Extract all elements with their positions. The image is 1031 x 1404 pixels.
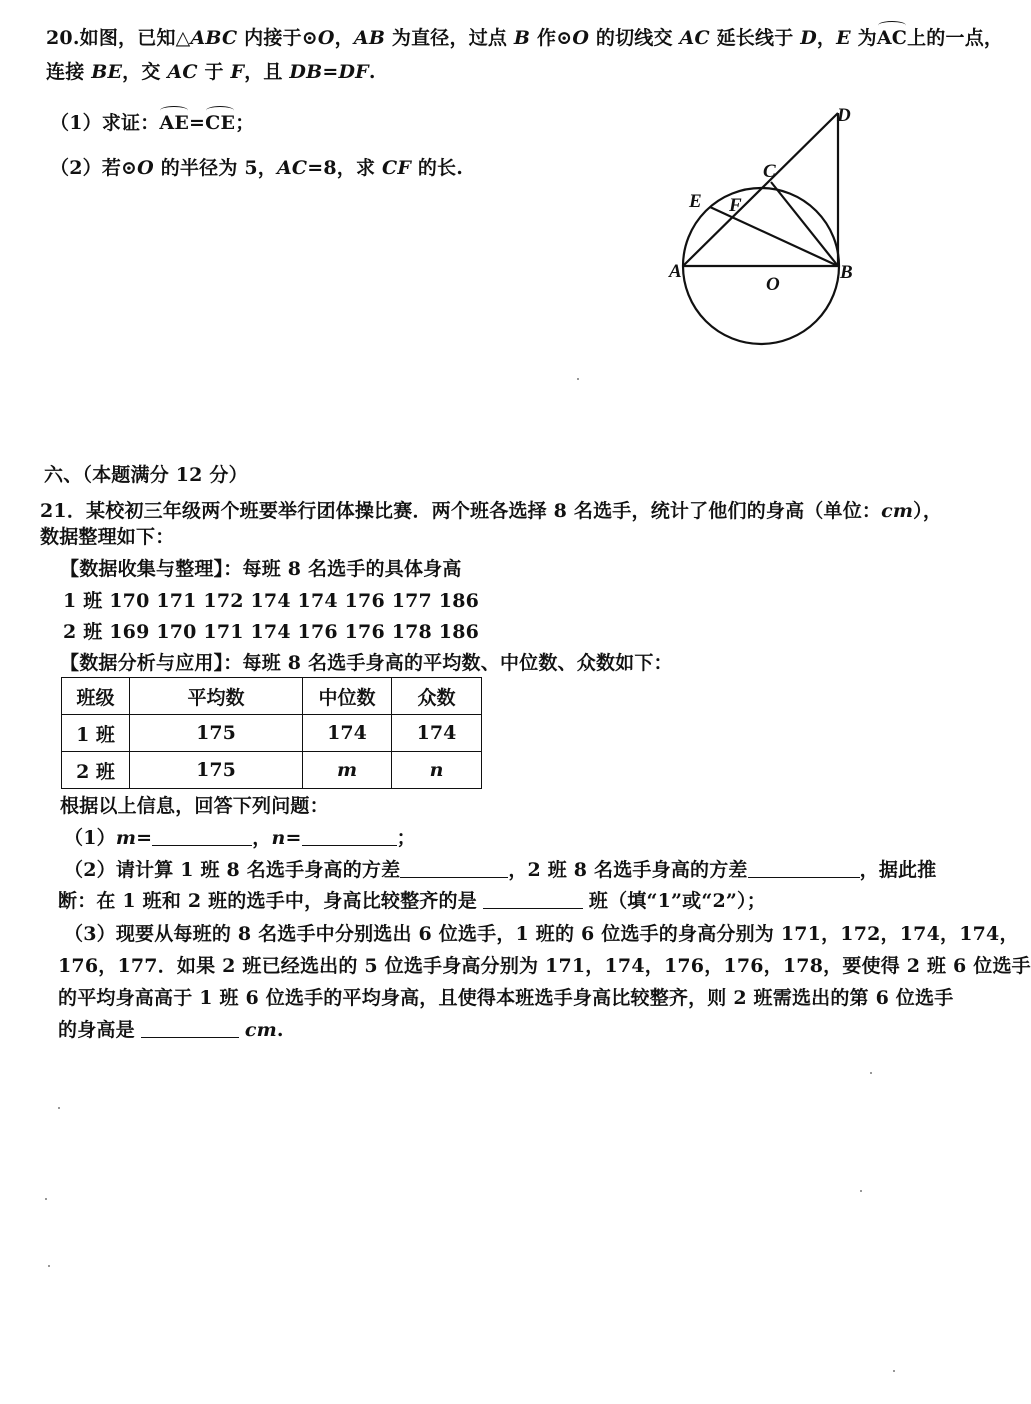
- q21-part1: （1）m= ，n= ；: [64, 827, 416, 849]
- q21-part3-line1: （3）现要从每班的 8 名选手中分别选出 6 位选手，1 班的 6 位选手的身高分别为 171，172，174，174，: [64, 923, 1019, 945]
- header-mode: 众数: [392, 678, 482, 715]
- label-f: F: [729, 195, 742, 216]
- cell-median: m: [303, 752, 392, 789]
- label-c: C: [763, 161, 776, 182]
- header-class: 班级: [62, 678, 130, 715]
- header-median: 中位数: [303, 678, 392, 715]
- scan-speck: [58, 1107, 60, 1109]
- scan-speck: [893, 1370, 895, 1372]
- arc-ce-symbol: CE: [205, 112, 236, 134]
- scan-speck: [870, 1072, 872, 1074]
- label-e: E: [689, 191, 702, 212]
- q21-stem-line1: 21．某校初三年级两个班要举行团体操比赛．两个班各选择 8 名选手，统计了他们的身高（单位：cm），: [40, 500, 943, 522]
- label-d: D: [837, 105, 851, 126]
- label-o: O: [766, 274, 780, 295]
- answer-blank-height[interactable]: [141, 1019, 239, 1038]
- q20-part2: （2）若⊙O 的半径为 5，AC=8，求 CF 的长.: [50, 157, 464, 179]
- cell-class: 1 班: [62, 715, 130, 752]
- table-header-row: [62, 678, 482, 715]
- label-a: A: [669, 261, 682, 282]
- cell-mode: 174: [392, 715, 482, 752]
- answer-blank-variance1[interactable]: [400, 859, 508, 878]
- q21-part2-line2: 断：在 1 班和 2 班的选手中，身高比较整齐的是 班（填“1”或“2”）；: [58, 890, 766, 912]
- stats-table: [61, 677, 482, 789]
- answer-blank-class[interactable]: [483, 890, 583, 909]
- q21-part3-line3: 的平均身高高于 1 班 6 位选手的平均身高，且使得本班选手身高比较整齐，则 2 班需选出的第 6 位选手: [58, 987, 954, 1009]
- header-mean: 平均数: [130, 678, 303, 715]
- cell-class: 2 班: [62, 752, 130, 789]
- q20-stem-line1: 20.如图，已知△ABC 内接于⊙O，AB 为直径，过点 B 作⊙O 的切线交 AC 延长线于 D，E 为AC上的一点，: [46, 27, 1004, 49]
- table-row: [62, 752, 482, 789]
- cell-mean: 175: [130, 752, 303, 789]
- geometry-figure: [665, 100, 865, 360]
- q21-class1-data: 1 班 170 171 172 174 174 176 177 186: [63, 590, 480, 612]
- q21-after-table: 根据以上信息，回答下列问题：: [60, 795, 329, 817]
- cell-median: 174: [303, 715, 392, 752]
- answer-blank-n[interactable]: [302, 827, 397, 846]
- section-6-heading: 六、（本题满分 12 分）: [44, 464, 248, 486]
- q21-analysis-heading: 【数据分析与应用】：每班 8 名选手身高的平均数、中位数、众数如下：: [60, 652, 673, 674]
- q21-part3-line4: 的身高是 cm.: [58, 1019, 284, 1041]
- scan-speck: [860, 1190, 862, 1192]
- scan-speck: [577, 378, 579, 380]
- cell-mode: n: [392, 752, 482, 789]
- arc-ae-symbol: AE: [159, 112, 190, 134]
- scan-speck: [48, 1265, 50, 1267]
- answer-blank-variance2[interactable]: [748, 859, 860, 878]
- scan-speck: [45, 1198, 47, 1200]
- q21-part3-line2: 176，177．如果 2 班已经选出的 5 位选手身高分别为 171，174，176，176，178，要使得 2 班 6 位选手: [58, 955, 1031, 977]
- cell-mean: 175: [130, 715, 303, 752]
- arc-ac-symbol: AC: [876, 27, 908, 49]
- q21-collect-heading: 【数据收集与整理】：每班 8 名选手的具体身高: [60, 558, 462, 580]
- answer-blank-m[interactable]: [152, 827, 252, 846]
- q20-stem-line2: 连接 BE，交 AC 于 F，且 DB=DF.: [46, 61, 376, 83]
- q21-stem-line2: 数据整理如下：: [40, 526, 175, 548]
- table-row: [62, 715, 482, 752]
- segment-ad: [683, 113, 838, 266]
- q21-class2-data: 2 班 169 170 171 174 176 176 178 186: [63, 621, 480, 643]
- label-b: B: [840, 262, 853, 283]
- q21-part2-line1: （2）请计算 1 班 8 名选手身高的方差 ，2 班 8 名选手身高的方差 ，据此推: [64, 859, 937, 881]
- q20-part1: （1）求证：AE=CE；: [50, 112, 255, 134]
